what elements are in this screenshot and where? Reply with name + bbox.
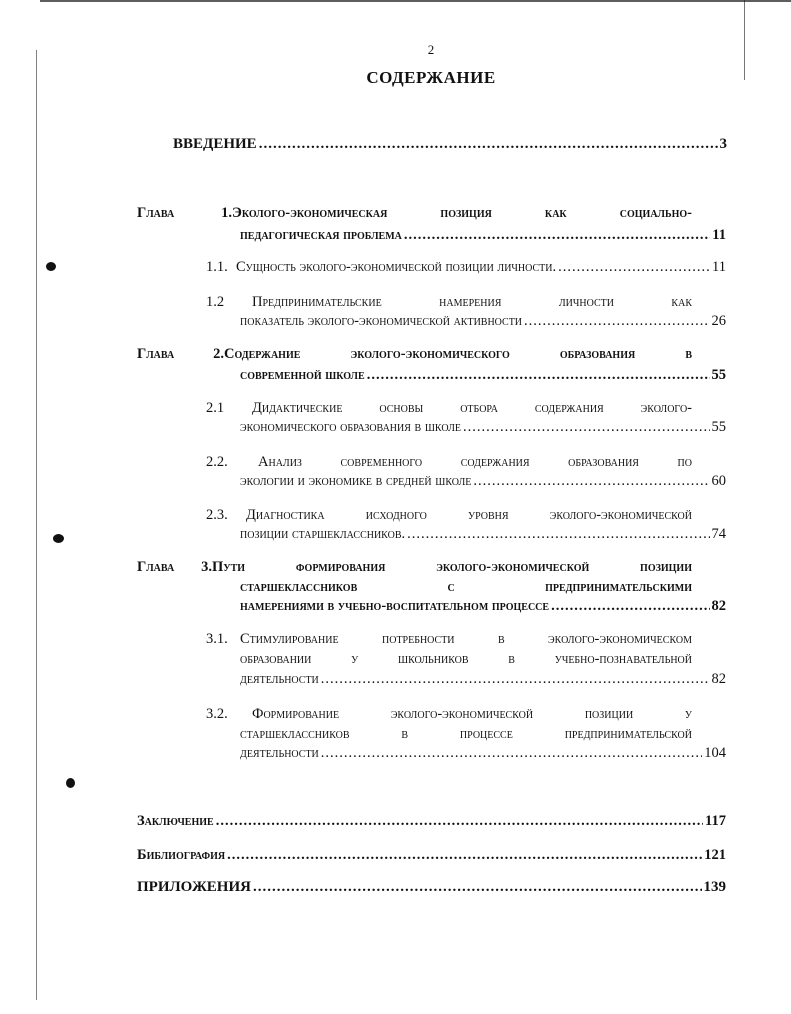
toc-page-number: 139	[703, 879, 726, 895]
leader-dots	[227, 846, 702, 864]
chapter-label: Глава 2.	[137, 346, 224, 362]
toc-entry-label: ПРИЛОЖЕНИЯ	[137, 879, 251, 895]
chapter-1-title-line2[interactable]	[240, 226, 726, 244]
section-number: 3.2.	[206, 706, 228, 722]
section-3-2-line2: старшеклассников в процессе предпринимательской	[240, 726, 692, 742]
section-3-2-line1[interactable]	[206, 705, 692, 723]
section-title: деятельности	[240, 671, 319, 687]
section-title: экологии и экономике в средней школе	[240, 473, 472, 489]
section-3-1-line3[interactable]	[240, 670, 726, 688]
section-2-1-line2[interactable]	[240, 418, 726, 436]
section-1-1[interactable]	[206, 258, 726, 276]
section-title: экономического образования в школе	[240, 419, 461, 435]
toc-page-number: 82	[711, 598, 726, 614]
section-title: деятельности	[240, 745, 319, 761]
toc-page-number: 104	[704, 745, 726, 761]
toc-page-number: 55	[711, 419, 726, 435]
toc-page-number: 121	[704, 847, 726, 863]
scan-blot	[53, 534, 64, 543]
section-2-2-line2[interactable]	[240, 472, 726, 490]
page-number: 2	[427, 42, 435, 57]
chapter-title: намерениями в учебно-воспитательном процессе	[240, 598, 550, 614]
section-2-1-line1[interactable]	[206, 399, 692, 417]
section-1-2-line1[interactable]	[206, 293, 692, 311]
section-3-1-line2: образовании у школьников в учебно-познавательной	[240, 651, 692, 667]
chapter-1-title-line1[interactable]	[137, 204, 692, 222]
section-1-2-line2[interactable]	[240, 312, 726, 330]
leader-dots	[404, 226, 710, 244]
leader-dots	[473, 472, 709, 490]
toc-entry-appendices[interactable]	[137, 878, 726, 896]
section-2-2-line1[interactable]	[206, 453, 692, 471]
section-number: 3.1.	[206, 631, 228, 647]
toc-page-number: 117	[705, 813, 726, 829]
toc-page-number: 74	[711, 526, 726, 542]
leader-dots	[216, 812, 703, 830]
toc-entry-label: Заключение	[137, 813, 214, 829]
section-number: 2.2.	[206, 454, 228, 470]
leader-dots	[367, 366, 710, 384]
leader-dots	[407, 525, 709, 543]
section-number: 1.1.	[206, 259, 228, 275]
chapter-3-title-line1[interactable]	[137, 558, 692, 576]
scan-edge-line-top	[40, 0, 791, 2]
toc-page-number: 60	[711, 473, 726, 489]
leader-dots	[321, 744, 702, 762]
leader-dots	[253, 878, 702, 896]
section-title: Предпринимательские намерения личности как	[252, 294, 692, 310]
section-title: Стимулирование потребности в эколого-экономическом	[240, 631, 692, 647]
section-3-2-line3[interactable]	[240, 744, 726, 762]
chapter-title: Пути формирования эколого-экономической позиции	[212, 559, 692, 575]
scan-edge-line-left	[36, 50, 37, 1000]
leader-dots	[259, 135, 718, 153]
chapter-3-title-line3[interactable]	[240, 597, 726, 615]
page-title: СОДЕРЖАНИЕ	[366, 68, 496, 87]
toc-entry-label: ВВЕДЕНИЕ	[173, 136, 257, 152]
section-number: 2.1	[206, 400, 225, 416]
leader-dots	[463, 418, 710, 436]
section-title: Формирование эколого-экономической позиции у	[252, 706, 692, 722]
toc-entry-conclusion[interactable]	[137, 812, 726, 830]
toc-page-number: 3	[719, 136, 727, 152]
section-3-1-line1[interactable]	[206, 630, 692, 648]
toc-page-number: 26	[711, 313, 726, 329]
chapter-title: Эколого-экономическая позиция как социально-	[232, 205, 692, 221]
section-number: 1.2	[206, 294, 225, 310]
chapter-title: современной школе	[240, 367, 365, 383]
toc-page-number: 55	[711, 367, 726, 383]
section-number: 2.3.	[206, 507, 228, 523]
chapter-title: педагогическая проблема	[240, 227, 402, 243]
section-title: показатель эколого-экономической активности	[240, 313, 523, 329]
section-2-3-line1[interactable]	[206, 506, 692, 524]
section-title: Диагностика исходного уровня эколого-экономической	[246, 507, 692, 523]
scan-blot	[46, 262, 56, 271]
section-title: Анализ современного содержания образования по	[258, 454, 692, 470]
section-title: Дидактические основы отбора содержания эколого-	[252, 400, 692, 416]
chapter-2-title-line2[interactable]	[240, 366, 726, 384]
section-2-3-line2[interactable]	[240, 525, 726, 543]
section-title: позиции старшеклассников.	[240, 526, 406, 542]
section-title: Сущность эколого-экономической позиции личности.	[236, 259, 557, 275]
toc-entry-intro[interactable]	[173, 135, 727, 153]
leader-dots	[558, 258, 710, 276]
leader-dots	[524, 312, 709, 330]
leader-dots	[321, 670, 710, 688]
toc-entry-bibliography[interactable]	[137, 846, 726, 864]
chapter-3-title-line2: старшеклассников с предпринимательскими	[240, 579, 692, 595]
chapter-2-title-line1[interactable]	[137, 345, 692, 363]
scan-blot	[66, 778, 75, 788]
toc-page-number: 11	[712, 227, 726, 243]
chapter-title: Содержание эколого-экономического образования в	[224, 346, 692, 362]
toc-page-number: 82	[711, 671, 726, 687]
toc-page-number: 11	[712, 259, 726, 275]
chapter-label: Глава 1.	[137, 205, 232, 221]
toc-entry-label: Библиография	[137, 847, 226, 863]
chapter-label: Глава 3.	[137, 559, 212, 575]
leader-dots	[551, 597, 709, 615]
